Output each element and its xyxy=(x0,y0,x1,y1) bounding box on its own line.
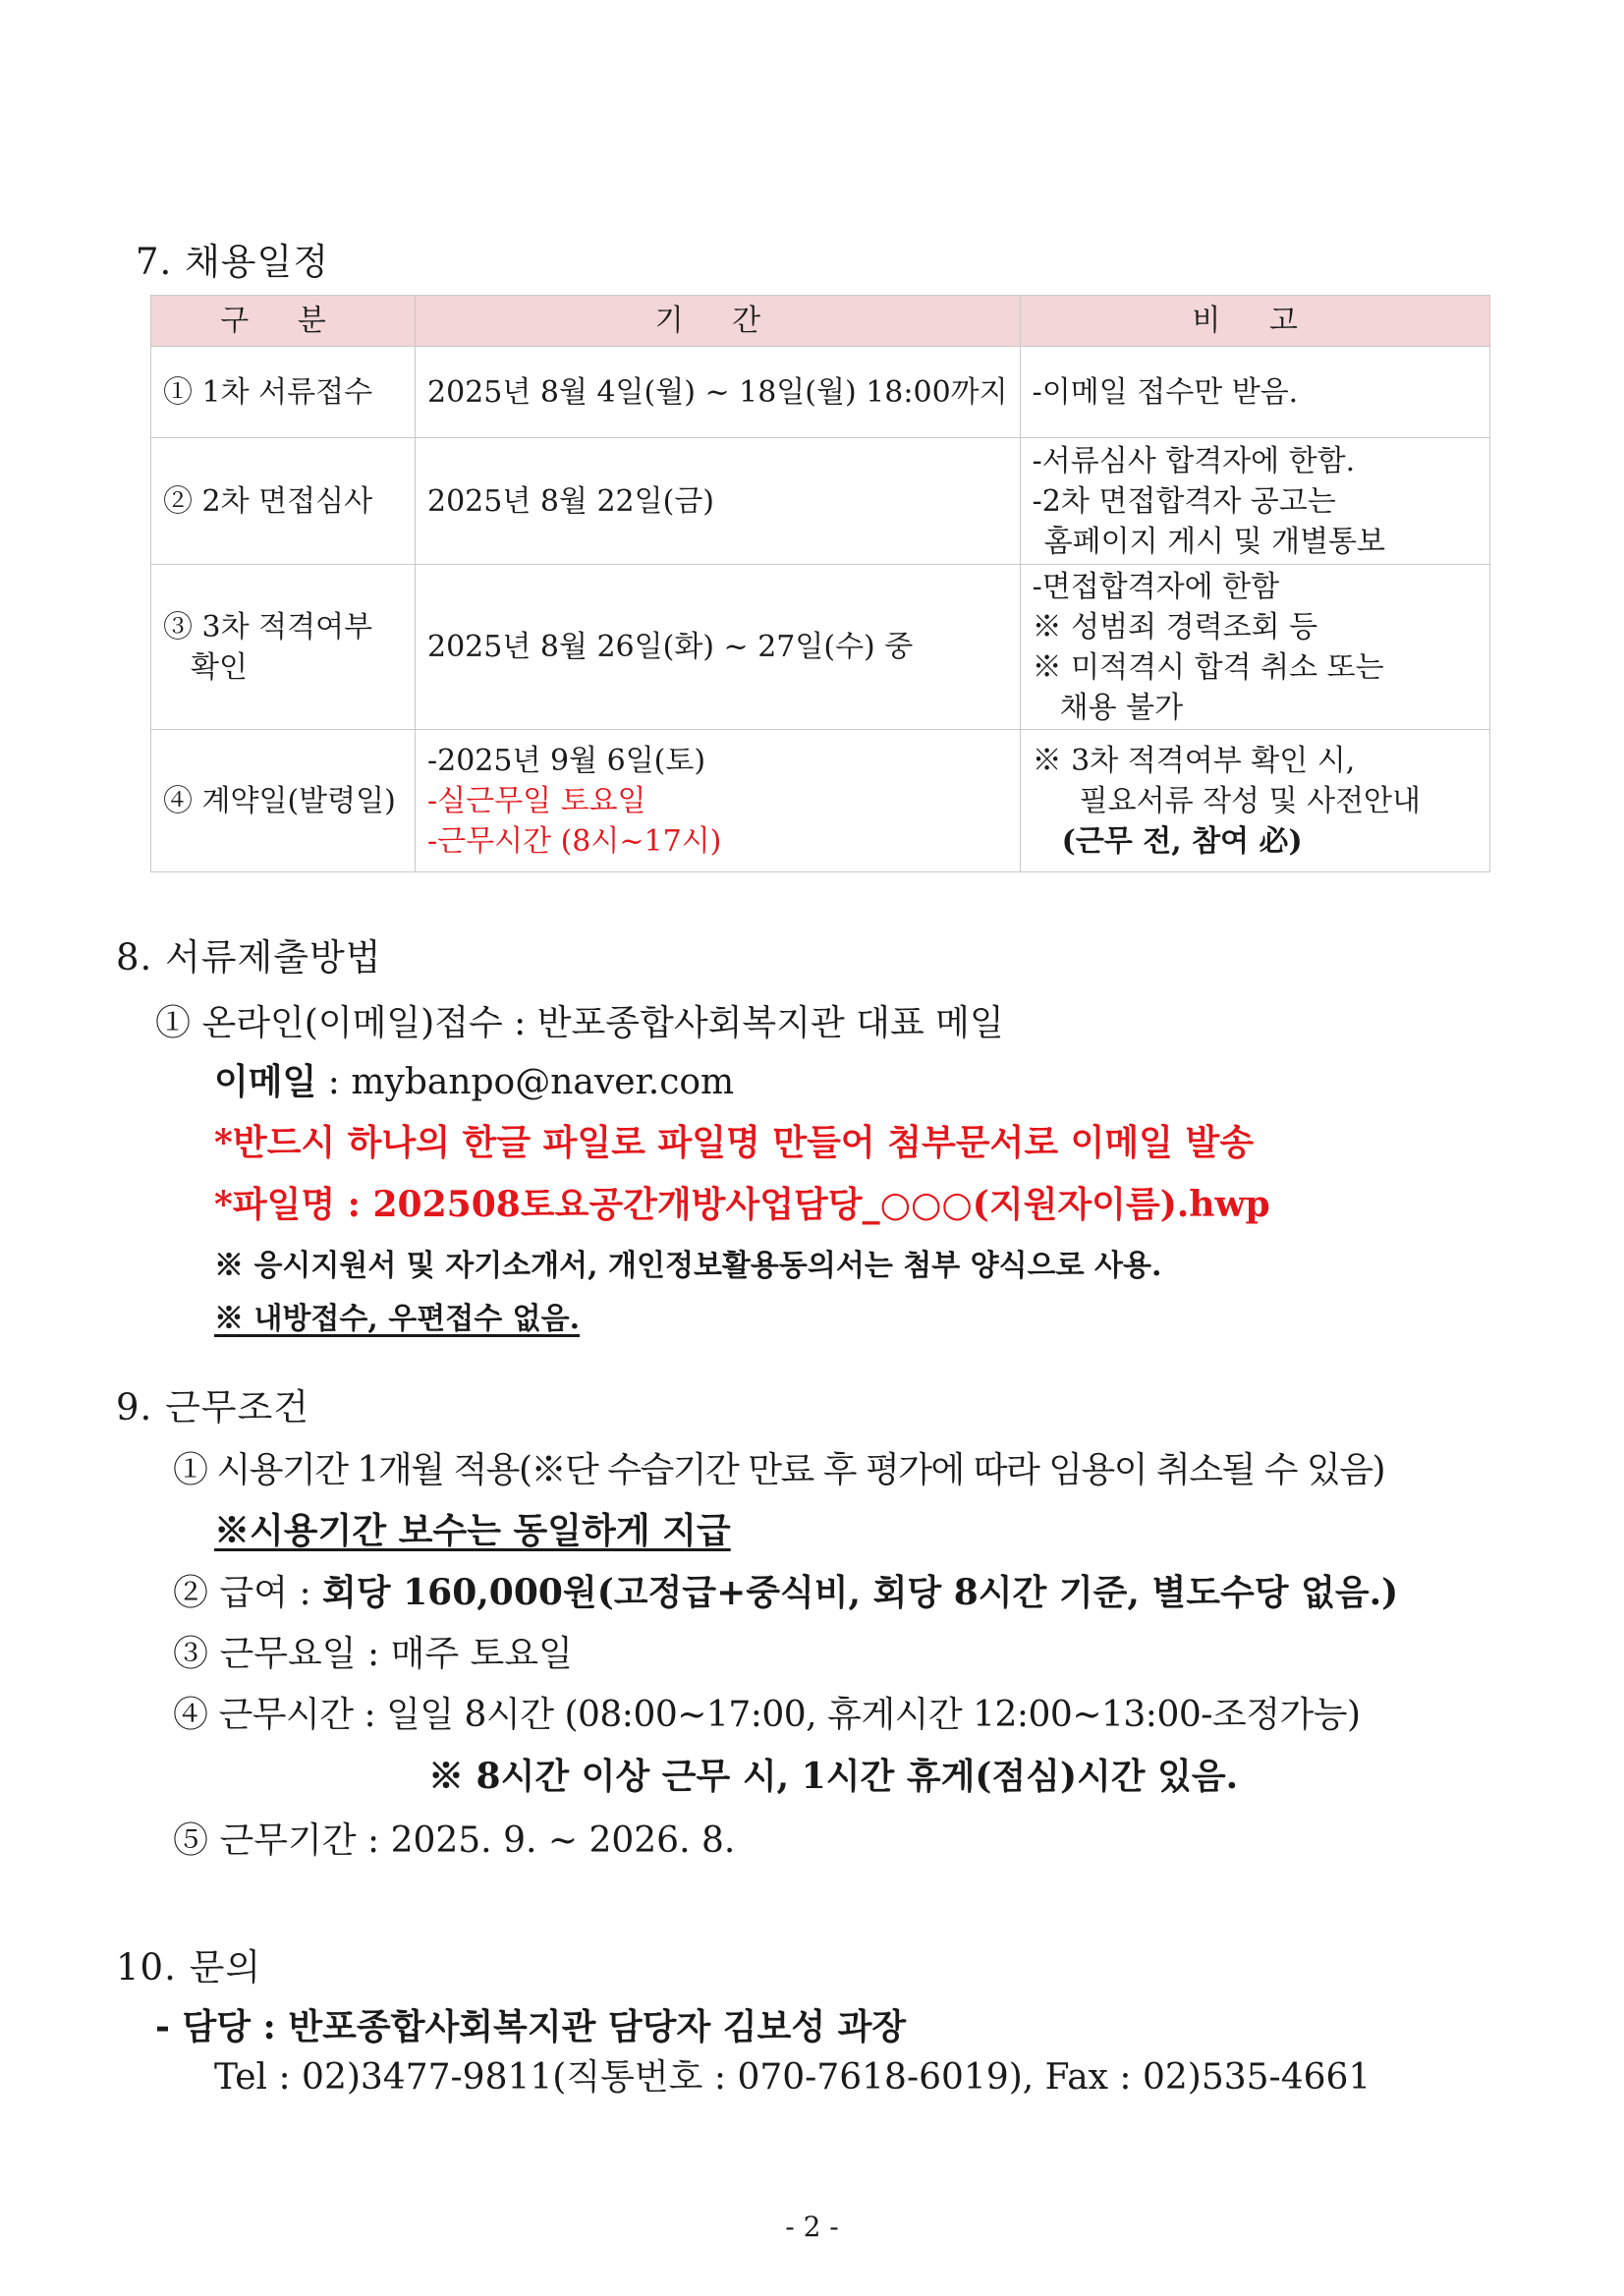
note-cell: -서류심사 합격자에 한함. -2차 면접합격자 공고는 홈페이지 게시 및 개별통보 xyxy=(1020,438,1489,565)
section-10-heading: 10. 문의 xyxy=(116,1946,262,1988)
email-address: : mybanpo@naver.com xyxy=(316,1062,735,1102)
no-visit-mail-note: ※ 내방접수, 우편접수 없음. xyxy=(214,1302,581,1336)
form-usage-note: ※ 응시지원서 및 자기소개서, 개인정보활용동의서는 첨부 양식으로 사용. xyxy=(214,1249,1162,1283)
file-format-warning: *반드시 하나의 한글 파일로 파일명 만들어 첨부문서로 이메일 발송 xyxy=(214,1122,1255,1163)
work-period-item: ⑤ 근무기간 : 2025. 9. ~ 2026. 8. xyxy=(173,1820,736,1861)
period-cell: 2025년 8월 22일(금) xyxy=(416,438,1021,565)
stage-cell: ① 1차 서류접수 xyxy=(151,347,416,438)
stage-cell: ② 2차 면접심사 xyxy=(151,438,416,565)
column-header-remarks: 비 고 xyxy=(1020,296,1489,347)
note-cell: ※ 3차 적격여부 확인 시, 필요서류 작성 및 사전안내 (근무 전, 참여 必) xyxy=(1020,730,1489,872)
contact-person: - 담당 : 반포종합사회복지관 담당자 김보성 과장 xyxy=(155,2006,907,2047)
table-header-row xyxy=(151,296,1490,347)
break-time-note: ※ 8시간 이상 근무 시, 1시간 휴게(점심)시간 있음. xyxy=(428,1756,1239,1797)
note-cell: -면접합격자에 한함 ※ 성범죄 경력조회 등 ※ 미적격시 합격 취소 또는 채용 불가 xyxy=(1020,565,1489,730)
workday-item: ③ 근무요일 : 매주 토요일 xyxy=(173,1634,573,1674)
probation-pay-note: ※시용기간 보수는 동일하게 지급 xyxy=(214,1510,731,1551)
stage-cell: ④ 계약일(발령일) xyxy=(151,730,416,872)
email-line xyxy=(214,1054,734,1104)
note-cell: -이메일 접수만 받음. xyxy=(1020,347,1489,438)
online-submission-line: ① 온라인(이메일)접수 : 반포종합사회복지관 대표 메일 xyxy=(155,1003,1004,1043)
table-row xyxy=(151,730,1490,872)
period-cell: -2025년 9월 6일(토) -실근무일 토요일 -근무시간 (8시~17시) xyxy=(416,730,1021,872)
work-hours-item: ④ 근무시간 : 일일 8시간 (08:00~17:00, 휴게시간 12:00~13:00-조정가능) xyxy=(173,1695,1361,1735)
email-label: 이메일 xyxy=(214,1061,317,1102)
table-row xyxy=(151,565,1490,730)
salary-item: ② 급여 : 회당 160,000원(고정급+중식비, 회당 8시간 기준, 별도수당 없음.) xyxy=(173,1572,1399,1613)
filename-rule: *파일명 : 202508토요공간개방사업담당_○○○(지원자이름).hwp xyxy=(214,1184,1270,1225)
section-8-heading: 8. 서류제출방법 xyxy=(116,936,382,979)
section-9-heading: 9. 근무조건 xyxy=(116,1386,310,1428)
section-7-heading: 7. 채용일정 xyxy=(136,241,330,283)
schedule-table xyxy=(150,295,1490,872)
stage-cell: ③ 3차 적격여부 확인 xyxy=(151,565,416,730)
table-row xyxy=(151,347,1490,438)
contact-phone-fax: Tel : 02)3477-9811(직통번호 : 070-7618-6019), Fax : 02)535-4661 xyxy=(214,2057,1372,2098)
table-row xyxy=(151,438,1490,565)
period-cell: 2025년 8월 4일(월) ~ 18일(월) 18:00까지 xyxy=(416,347,1021,438)
column-header-period: 기 간 xyxy=(416,296,1021,347)
probation-item: ① 시용기간 1개월 적용(※단 수습기간 만료 후 평가에 따라 임용이 취소될 수 있음) xyxy=(173,1450,1385,1490)
page-number: - 2 - xyxy=(785,2211,839,2243)
column-header-category: 구 분 xyxy=(151,296,416,347)
period-cell: 2025년 8월 26일(화) ~ 27일(수) 중 xyxy=(416,565,1021,730)
salary-value: 회당 160,000원(고정급+중식비, 회당 8시간 기준, 별도수당 없음.) xyxy=(322,1572,1399,1613)
